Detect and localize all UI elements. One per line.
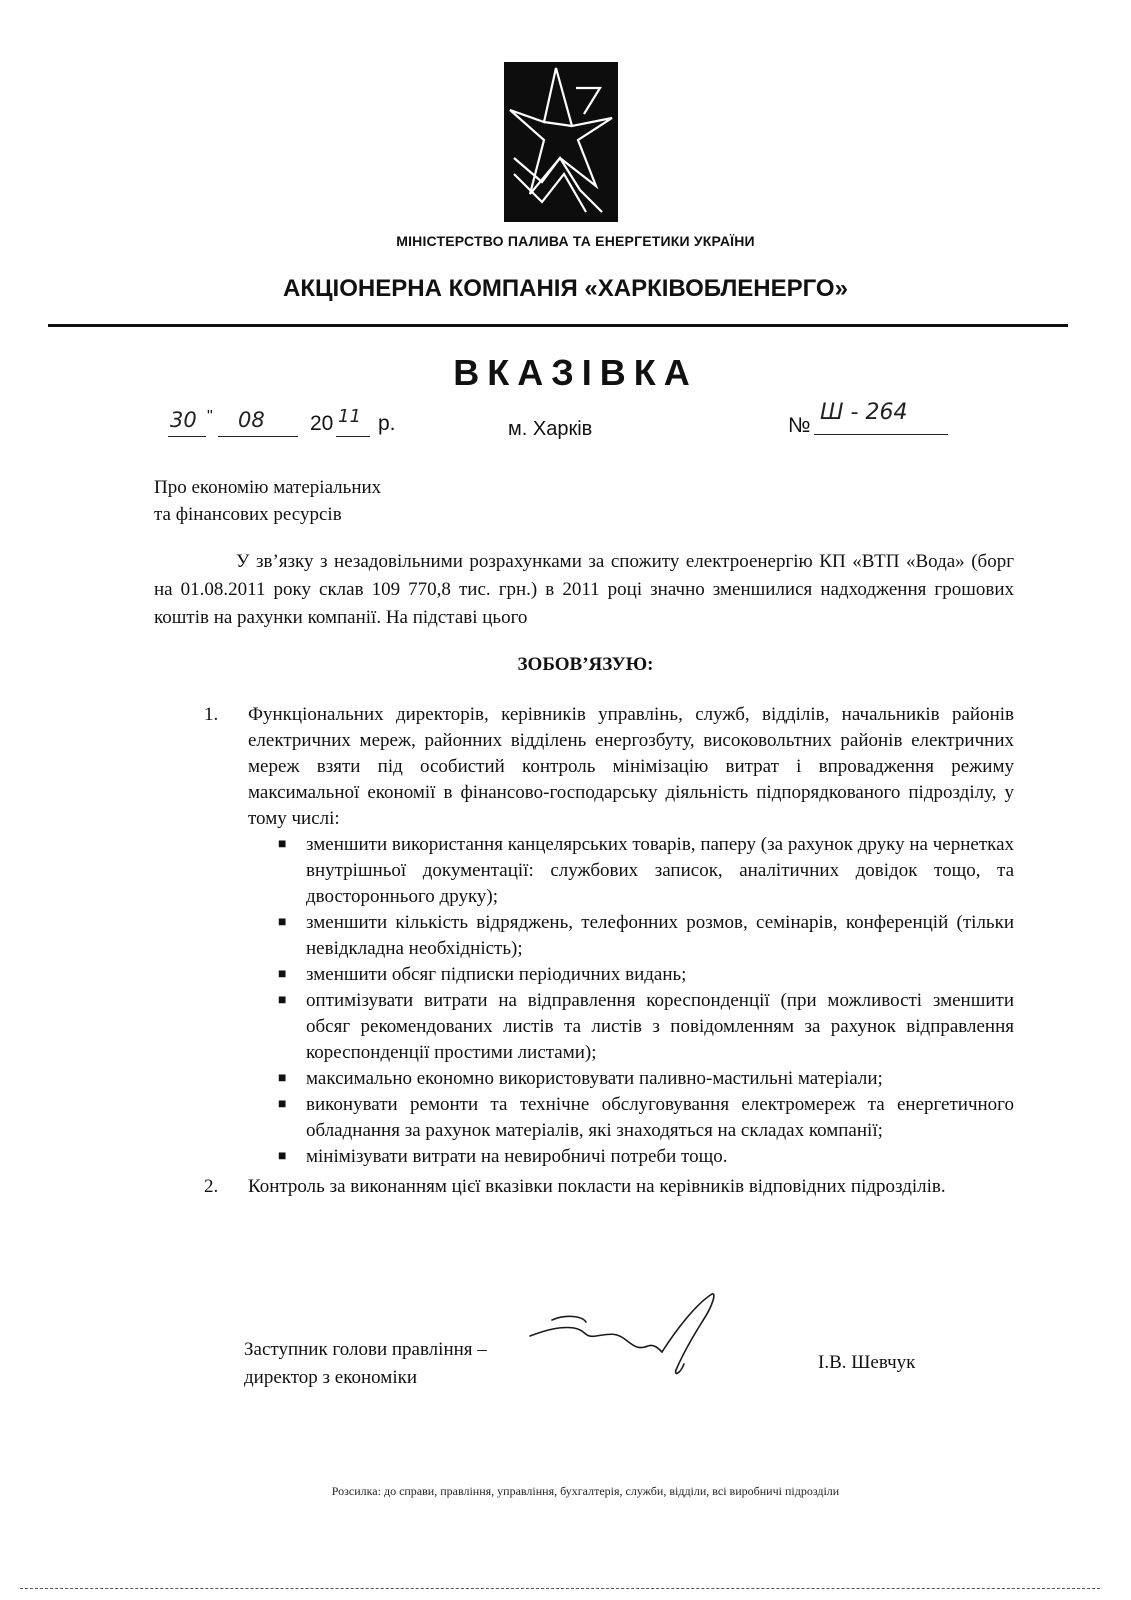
handwritten-signature: [526, 1290, 726, 1385]
bullet-item: [274, 962, 1014, 988]
signatory-name: І.В. Шевчук: [818, 1352, 916, 1373]
bullet-icon: ■: [278, 1071, 287, 1086]
item-text: Функціональних директорів, керівників управлінь, служб, відділів, начальників районів електричних мереж, районних відділень енергозбуту, високовольтних районів електричних мереж взяти під особистий контроль мінімізацію витрат і впровадження режиму максимальної економії в фінансово-господарську діяльність підпорядкованого підрозділу, у тому числі:: [248, 704, 1014, 829]
bullet-icon: ■: [278, 915, 287, 930]
bullet-text: зменшити використання канцелярських товарів, паперу (за рахунок друку на чернетках внутрішньої документації: службових записок, аналітичних довідок тощо, та двостороннього друку);: [306, 834, 1014, 907]
item-text: Контроль за виконанням цієї вказівки покласти на керівників відповідних підрозділів.: [248, 1176, 946, 1197]
document-title: ВКАЗІВКА: [453, 352, 698, 393]
bullet-item: [274, 832, 1014, 910]
bullet-text: оптимізувати витрати на відправлення кореспонденції (при можливості зменшити обсяг рекомендованих листів та листів з повідомленням за рахунок відправлення кореспонденції простими листами);: [306, 990, 1014, 1063]
bullet-item: [274, 988, 1014, 1066]
bullet-icon: ■: [278, 967, 287, 982]
position-line: Заступник голови правління –: [244, 1339, 487, 1360]
subject-line: Про економію матеріальних: [154, 477, 382, 498]
list-item: [204, 702, 1014, 1170]
date-day: 30: [170, 408, 197, 432]
footer-divider: [20, 1588, 1100, 1590]
bullet-text: виконувати ремонти та технічне обслуговування електромереж та енергетичного обладнання за рахунок матеріалів, які знаходяться на складах компанії;: [306, 1094, 1014, 1141]
bullet-item: [274, 910, 1014, 962]
list-item: [204, 1172, 1014, 1202]
decree-heading: ЗОБОВ’ЯЗУЮ:: [517, 654, 654, 675]
bullet-text: зменшити кількість відряджень, телефонних розмов, семінарів, конференцій (тільки невідкладна необхідність);: [306, 912, 1014, 959]
bullet-list: [274, 832, 1014, 1170]
header-divider: [48, 324, 1068, 327]
item-number: 1.: [204, 704, 219, 725]
star-lightning-logo-icon: [504, 62, 618, 222]
bullet-text: зменшити обсяг підписки періодичних видань;: [306, 964, 687, 985]
city: м. Харків: [508, 418, 593, 440]
subject: [154, 474, 474, 528]
bullet-icon: ■: [278, 993, 287, 1008]
item-number: 2.: [204, 1176, 219, 1197]
date-month: 08: [238, 408, 265, 432]
bullet-icon: ■: [278, 837, 287, 852]
company-name: АКЦІОНЕРНА КОМПАНІЯ «ХАРКІВОБЛЕНЕРГО»: [283, 275, 848, 302]
bullet-item: [274, 1144, 1014, 1170]
bullet-item: [274, 1092, 1014, 1144]
bullet-icon: ■: [278, 1097, 287, 1112]
bullet-icon: ■: [278, 1149, 287, 1164]
instruction-list: [204, 702, 1014, 1202]
date-year-suffix: 11: [338, 406, 361, 427]
ministry-name: МІНІСТЕРСТВО ПАЛИВА ТА ЕНЕРГЕТИКИ УКРАЇНИ: [396, 233, 755, 249]
signatory-position: [244, 1336, 487, 1392]
signature-icon: [526, 1290, 726, 1380]
position-line: директор з економіки: [244, 1367, 418, 1388]
bullet-text: максимально економно використовувати паливно-мастильні матеріали;: [306, 1068, 883, 1089]
bullet-text: мінімізувати витрати на невиробничі потреби тощо.: [306, 1146, 728, 1167]
company-logo: [504, 62, 618, 222]
date-suffix: р.: [378, 412, 396, 435]
intro-paragraph: У зв’язку з незадовільними розрахунками за спожиту електроенергію КП «ВТП «Вода» (борг на 01.08.2011 року склав 109 770,8 тис. грн.) в 2011 році значно зменшилися надходження грошових коштів на рахунки компанії. На підставі цього: [154, 551, 1014, 628]
mailing-list: Розсилка: до справи, правління, управління, бухгалтерія, служби, відділи, всі виробничі підрозділи: [331, 1484, 840, 1498]
document-number: Ш - 264: [820, 400, 908, 425]
number-label: №: [788, 414, 811, 437]
date-quote: ": [207, 408, 213, 425]
subject-line: та фінансових ресурсів: [154, 504, 342, 525]
date-year-prefix: 20: [310, 412, 334, 435]
bullet-item: [274, 1066, 1014, 1092]
